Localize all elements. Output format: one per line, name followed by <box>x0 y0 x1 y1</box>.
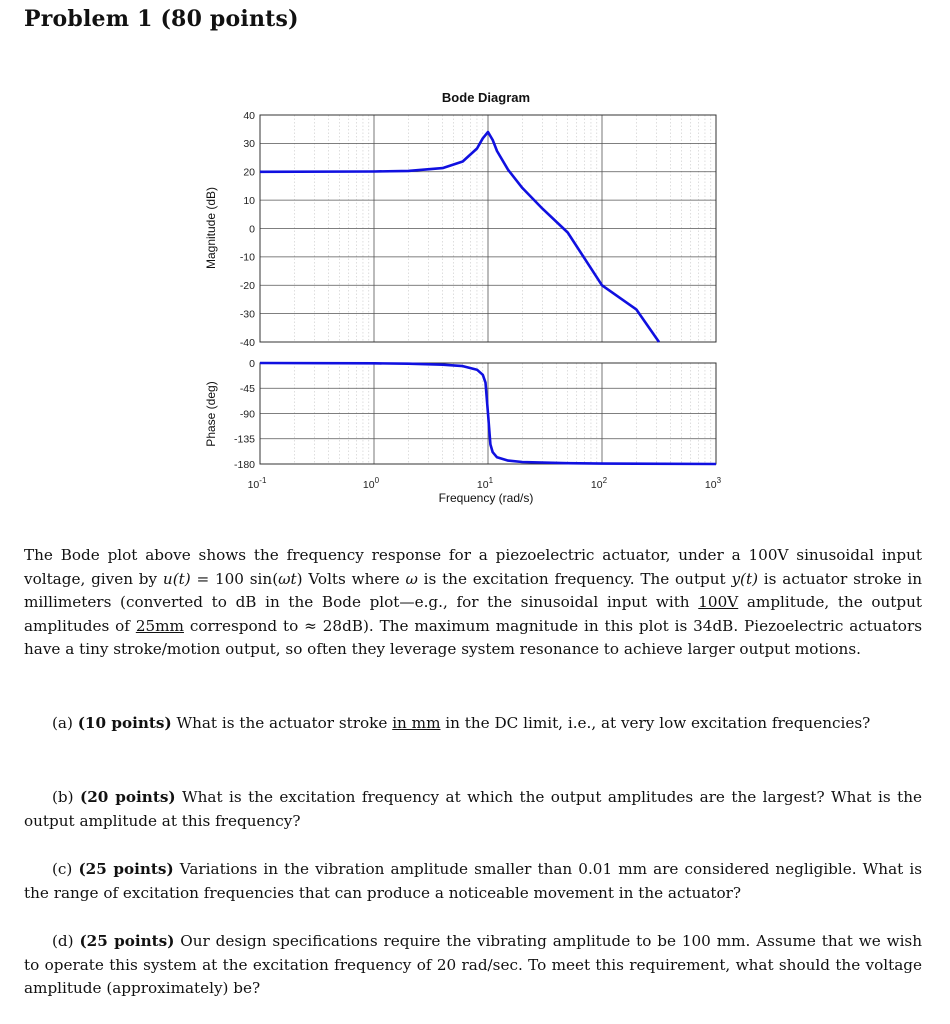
x-axis-label: Frequency (rad/s) <box>438 491 534 505</box>
phase-axis-label: Phase (deg) <box>204 381 218 447</box>
magnitude-panel <box>240 110 716 349</box>
magnitude-axis-label: Magnitude (dB) <box>204 186 218 270</box>
intro-paragraph: The Bode plot above shows the frequency response for a piezoelectric actuator, under a 100V sinusoidal input voltage, given by u(t) = 100 sin(ωt) Volts where ω is the excitation frequency. The output y(t) is actuator stroke in millimeters (converted to dB in the Bode plot—e.g., for the sinusoidal input with 100V amplitude, the output amplitudes of 25mm correspond to ≈ 28dB). The maximum magnitude in this plot is 34dB. Piezoelectric actuators have a tiny stroke/motion output, so often they leverage system resonance to achieve larger output motions. <box>24 546 923 658</box>
question-b: (b) (20 points) What is the excitation frequency at which the output amplitudes are the largest? What is the output amplitude at this frequency? <box>24 788 923 830</box>
magnitude-y-tick-label: -10 <box>239 251 255 264</box>
magnitude-y-tick-label: -40 <box>239 336 255 349</box>
magnitude-y-tick-label: 30 <box>243 138 255 151</box>
problem-title: Problem 1 (80 points) <box>24 6 299 32</box>
x-tick-label: $10^3$ <box>704 476 722 491</box>
x-tick-label: $10^0$ <box>362 476 380 491</box>
phase-y-tick-label: -135 <box>233 433 255 446</box>
question-c: (c) (25 points) Variations in the vibration amplitude smaller than 0.01 mm are considered negligible. What is the range of excitation frequencies that can produce a noticeable movement in the actuator? <box>24 860 922 902</box>
x-tick-label: $10^{-1}$ <box>247 476 267 491</box>
phase-y-tick-label: -45 <box>239 383 255 396</box>
magnitude-y-tick-label: -20 <box>239 280 255 293</box>
phase-panel <box>234 358 716 471</box>
x-tick-label: $10^2$ <box>590 476 608 491</box>
question-d: (d) (25 points) Our design specifications require the vibrating amplitude to be 100 mm. Assume that we wish to operate this system at the excitation frequency of 20 rad/sec. To meet this requirement, what should the voltage amplitude (approximately) be? <box>24 932 922 997</box>
chart-title: Bode Diagram <box>441 90 531 105</box>
phase-y-tick-label: -180 <box>233 458 255 471</box>
x-tick-label: $10^1$ <box>476 476 494 491</box>
magnitude-y-tick-label: -30 <box>239 308 255 321</box>
magnitude-y-tick-label: 20 <box>243 166 255 179</box>
question-a: (a) (10 points) What is the actuator stroke in mm in the DC limit, i.e., at very low excitation frequencies? <box>52 714 871 732</box>
magnitude-y-tick-label: 40 <box>243 109 255 122</box>
phase-y-tick-label: 0 <box>249 357 255 370</box>
magnitude-y-tick-label: 10 <box>243 194 255 207</box>
phase-y-tick-label: -90 <box>239 408 255 421</box>
magnitude-y-tick-label: 0 <box>249 223 255 236</box>
